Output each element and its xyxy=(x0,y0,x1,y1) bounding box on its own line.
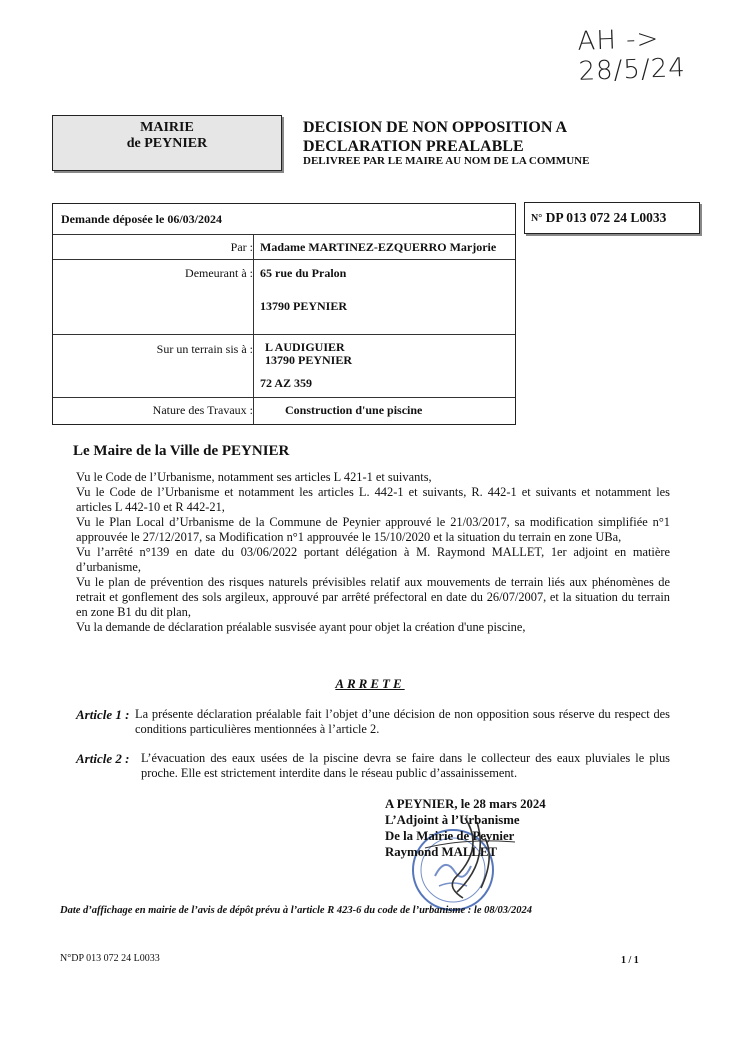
row-nature xyxy=(53,397,515,424)
reference-prefix: N° xyxy=(531,213,543,224)
reference-number: DP 013 072 24 L0033 xyxy=(545,210,667,225)
posting-date-note: Date d’affichage en mairie de l’avis de dépôt prévu à l’article R 423-6 du code de l’urbanisme : le 08/03/2024 xyxy=(60,905,532,916)
demeurant-label: Demeurant à : xyxy=(185,266,253,280)
terrain-line-3: 72 AZ 359 xyxy=(260,376,313,390)
visa-item: Vu la demande de déclaration préalable susvisée ayant pour objet la création d'une piscine, xyxy=(76,620,526,634)
visa-item: Vu l’arrêté n°139 en date du 03/06/2022 portant délégation à M. Raymond MALLET, 1er adjoint en matière d’urbanisme, xyxy=(76,545,670,574)
article-1-label: Article 1 : xyxy=(76,707,130,722)
terrain-line-2: 13790 PEYNIER xyxy=(265,353,353,367)
row-terrain xyxy=(53,334,515,398)
handwritten-note: AH -> 28/5/24 xyxy=(577,23,687,87)
document-subtitle: DELIVREE PAR LE MAIRE AU NOM DE LA COMMUNE xyxy=(303,155,590,167)
mayor-heading: Le Maire de la Ville de PEYNIER xyxy=(73,443,290,459)
terrain-line-1: L AUDIGUIER xyxy=(265,340,345,354)
terrain-label: Sur un terrain sis à : xyxy=(156,342,253,356)
signature-block xyxy=(385,796,546,860)
title-line-2: DECLARATION PREALABLE xyxy=(303,138,524,155)
row-par xyxy=(53,234,515,260)
visa-item: Vu le Code de l’Urbanisme et notamment les articles L. 442-1 et suivants, R. 442-1 et suivants et notamment les articles L 442-10 et R 442-21, xyxy=(76,485,670,514)
signature-name: Raymond MALLET xyxy=(385,845,497,859)
mairie-box xyxy=(52,115,282,171)
title-line-1: DECISION DE NON OPPOSITION A xyxy=(303,119,568,136)
row-demeurant xyxy=(53,259,515,335)
visa-item: Vu le Plan Local d’Urbanisme de la Commune de Peynier approuvé le 21/03/2017, sa modification simplifiée n°1 approuvée le 27/12/2017, sa Modification n°1 approuvée le 15/10/2020 et la situation du terrain en zone UBa, xyxy=(76,515,670,544)
demeurant-line-2: 13790 PEYNIER xyxy=(260,299,348,313)
mairie-town: de PEYNIER xyxy=(126,136,208,151)
page-number: 1 / 1 xyxy=(621,955,639,966)
demande-date: Demande déposée le 06/03/2024 xyxy=(61,212,222,226)
nature-label: Nature des Travaux : xyxy=(152,403,253,417)
visa-item: Vu le Code de l’Urbanisme, notamment ses articles L 421-1 et suivants, xyxy=(76,470,432,484)
par-value: Madame MARTINEZ-EZQUERRO Marjorie xyxy=(260,240,497,254)
signature-entity: De la Mairie de Peynier xyxy=(385,829,515,843)
mairie-label: MAIRIE xyxy=(140,120,194,135)
signature-place-date: A PEYNIER, le 28 mars 2024 xyxy=(385,797,546,811)
article-2-label: Article 2 : xyxy=(76,751,130,766)
visas-list xyxy=(76,470,670,635)
request-table xyxy=(52,203,516,425)
row-demande xyxy=(53,204,515,235)
article-1-text: La présente déclaration préalable fait l’objet d’une décision de non opposition sous réserve du respect des conditions particulières mentionnées à l’article 2. xyxy=(135,707,670,736)
reference-box xyxy=(524,202,700,234)
nature-value: Construction d'une piscine xyxy=(285,403,423,417)
document-title xyxy=(303,118,567,156)
demeurant-line-1: 65 rue du Pralon xyxy=(260,266,347,280)
arrete-heading: ARRETE xyxy=(335,676,405,691)
footer-reference: N°DP 013 072 24 L0033 xyxy=(60,953,160,964)
par-label: Par : xyxy=(230,240,253,254)
visa-item: Vu le plan de prévention des risques naturels prévisibles relatif aux mouvements de terrain liés aux phénomènes de retrait et gonflement des sols argileux, approuvé par arrêté préfectoral en date du 26/07/2007, et la situation du terrain en zone B1 du dit plan, xyxy=(76,575,670,619)
article-2-text: L’évacuation des eaux usées de la piscine devra se faire dans le collecteur des eaux pluviales le plus proche. Elle est strictement interdite dans le réseau public d’assainissement. xyxy=(141,751,670,780)
signature-role: L’Adjoint à l’Urbanisme xyxy=(385,813,520,827)
